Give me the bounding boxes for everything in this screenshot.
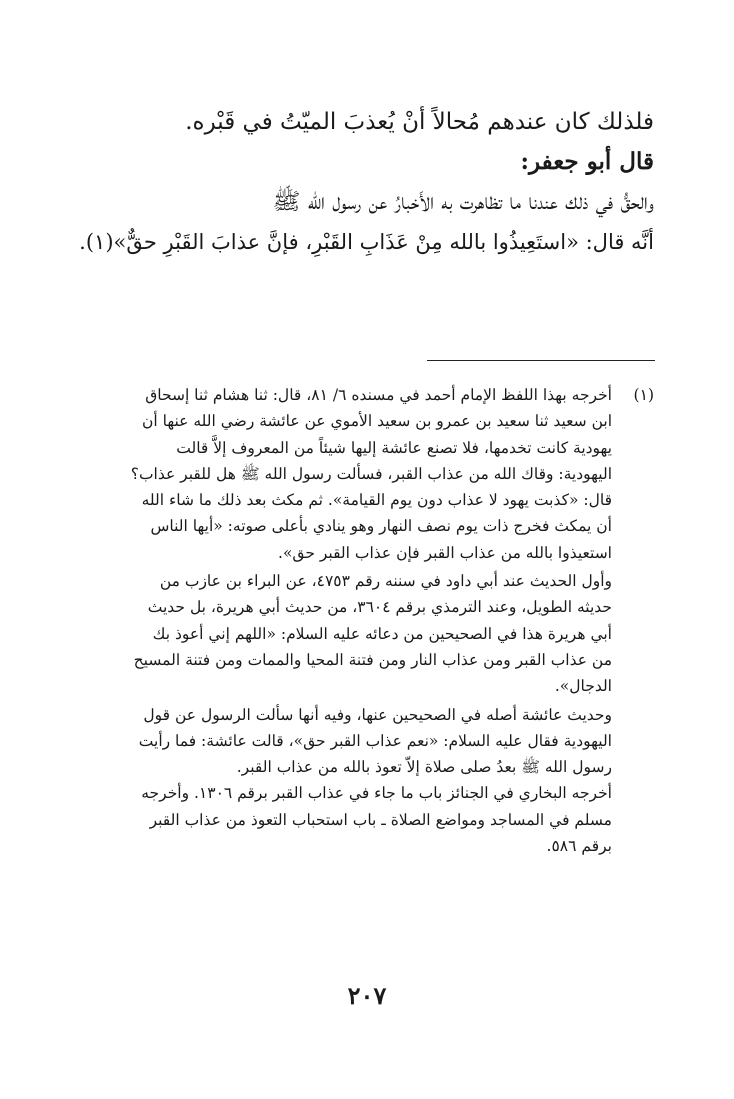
footnote-number: (١) bbox=[633, 386, 654, 404]
footnote-line: قال: «كذبت يهود لا عذاب دون يوم القيامة». ثم مكث بعد ذلك ما شاء الله bbox=[141, 491, 612, 510]
footnote-line: رسول الله ﷺ بعدُ صلى صلاة إلاّ تعوذ بالله من عذاب القبر. bbox=[236, 758, 612, 777]
footnote-line: الدجال». bbox=[554, 677, 612, 696]
main-text bbox=[74, 102, 654, 262]
footnote-line: وحديث عائشة أصله في الصحيحين عنها، وفيه أنها سألت الرسول عن قول bbox=[143, 705, 612, 724]
footnote-body bbox=[42, 382, 612, 859]
main-text-line: والحقُّ في ذلك عندنا ما تظاهرت به الأَخبارُ عن رسول الله ﷺ bbox=[272, 189, 654, 215]
footnote-line: برقم ٥٨٦. bbox=[546, 837, 612, 856]
section-heading: قال أبو جعفر: bbox=[520, 148, 654, 175]
page-number: ٢٠٧ bbox=[347, 981, 387, 1010]
footnote-line: أن يمكث فخرج ذات يوم نصف النهار وهو ينادي بأعلى صوته: «أيها الناس bbox=[150, 517, 612, 536]
footnote-line: وأول الحديث عند أبي داود في سننه رقم ٤٧٥٣، عن البراء بن عازب من bbox=[159, 572, 612, 591]
footnote-line: مسلم في المساجد ومواضع الصلاة ـ باب استحباب التعوذ من عذاب القبر bbox=[149, 810, 612, 829]
footnotes bbox=[42, 382, 654, 859]
footnote-line: ابن سعيد ثنا سعيد بن عمرو بن سعيد الأموي عن عائشة رضي الله عنها أن bbox=[142, 412, 612, 431]
footnote-line: أبي هريرة هذا في الصحيحين من دعائه عليه السلام: «اللهم إني أعوذ بك bbox=[152, 624, 612, 643]
footnote-line: اليهودية: وقاك الله من عذاب القبر، فسألت رسول الله ﷺ هل للقبر عذاب؟ bbox=[130, 464, 612, 483]
footnote-line: اليهودية فقال عليه السلام: «نعم عذاب القبر حق»، قالت عائشة: فما رأيت bbox=[138, 731, 612, 750]
footnote-line: يهودية كانت تخدمها، فلا تصنع عائشة إليها شيئاً من المعروف إلاَّ قالت bbox=[176, 438, 612, 457]
footnote-line: أخرجه البخاري في الجنائز باب ما جاء في عذاب القبر برقم ١٣٠٦. وأخرجه bbox=[141, 784, 612, 803]
footnote-line: حديثه الطويل، وعند الترمذي برقم ٣٦٠٤، من حديث أبي هريرة، بل حديث bbox=[147, 598, 612, 617]
footnote-line: استعيذوا بالله من عذاب القبر فإن عذاب القبر حق». bbox=[278, 543, 612, 562]
footnote-line: من عذاب القبر ومن عذاب النار ومن فتنة المحيا والممات ومن فتنة المسيح bbox=[133, 650, 612, 669]
footnote-divider bbox=[427, 360, 655, 361]
footnote-line: أخرجه بهذا اللفظ الإمام أحمد في مسنده ٦/ ٨١، قال: ثنا هشام ثنا إسحاق bbox=[145, 386, 612, 404]
footnote bbox=[42, 382, 654, 859]
main-text-line: أنَّه قال: «استَعِيذُوا بالله مِنْ عَذَابِ القَبْرِ، فإنَّ عذابَ القَبْرِ حقٌّ»(١). bbox=[79, 230, 654, 254]
main-text-line: فلذلك كان عندهم مُحالاً أنْ يُعذبَ الميّتُ في قَبْره. bbox=[185, 109, 654, 135]
